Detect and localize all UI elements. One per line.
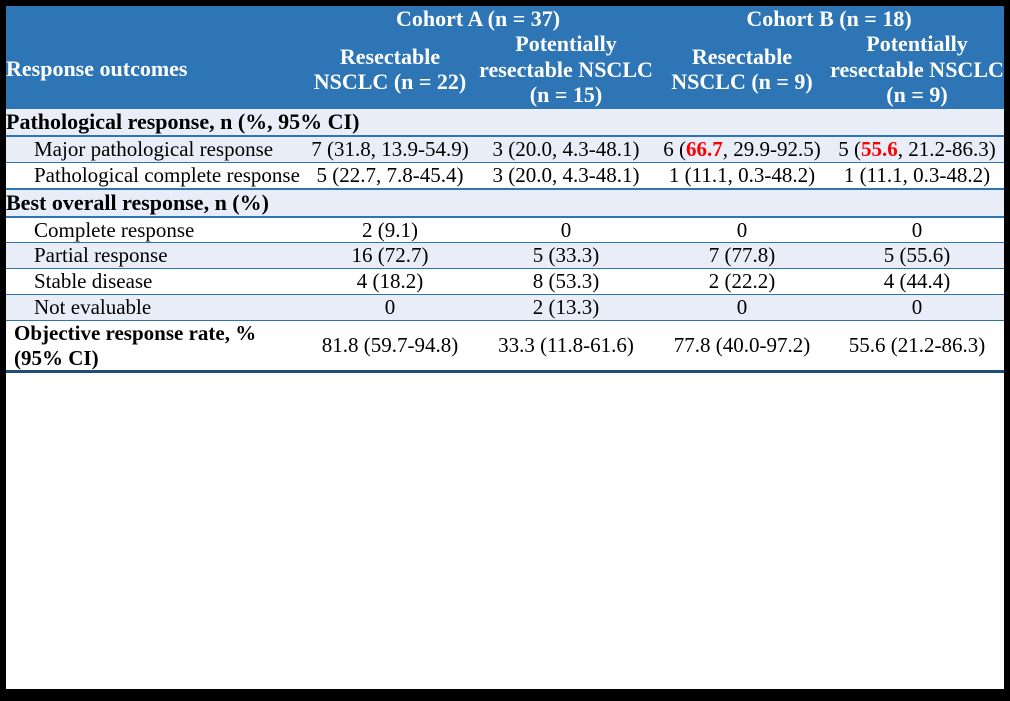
row-label: Partial response <box>6 243 302 269</box>
table-header <box>6 6 1004 108</box>
row-value: 4 (44.4) <box>830 269 1004 295</box>
row-value: 0 <box>478 217 654 243</box>
row-value: 8 (53.3) <box>478 269 654 295</box>
row-value: 0 <box>302 295 478 321</box>
row-value: 4 (18.2) <box>302 269 478 295</box>
header-col-a-potentially-resectable: Potentially resectable NSCLC (n = 15) <box>479 31 653 107</box>
row-value: 7 (31.8, 13.9-54.9) <box>302 136 478 162</box>
table-row <box>6 136 1004 162</box>
table-row <box>6 217 1004 243</box>
row-value: 2 (13.3) <box>478 295 654 321</box>
row-value: 1 (11.1, 0.3-48.2) <box>654 162 830 188</box>
section-header-row <box>6 189 1004 217</box>
row-value: 2 (9.1) <box>302 217 478 243</box>
header-col-b-potentially-resectable: Potentially resectable NSCLC (n = 9) <box>830 31 1004 107</box>
section-header-row <box>6 108 1004 136</box>
row-value: 0 <box>830 295 1004 321</box>
highlighted-value: 66.7 <box>686 137 723 162</box>
table-body <box>6 108 1004 372</box>
header-cohort-b: Cohort B (n = 18) <box>654 6 1004 31</box>
row-value: 1 (11.1, 0.3-48.2) <box>830 162 1004 188</box>
response-outcomes-table <box>6 6 1004 373</box>
row-label: Major pathological response <box>6 136 302 162</box>
row-value: 3 (20.0, 4.3-48.1) <box>478 162 654 188</box>
header-columns-row <box>6 31 1004 108</box>
table-row <box>6 320 1004 372</box>
row-label: Pathological complete response <box>6 162 302 188</box>
row-value: 5 (22.7, 7.8-45.4) <box>302 162 478 188</box>
row-value: 5 (33.3) <box>478 243 654 269</box>
row-value: 33.3 (11.8-61.6) <box>478 320 654 372</box>
header-cohort-a: Cohort A (n = 37) <box>302 6 654 31</box>
row-value: 0 <box>654 217 830 243</box>
row-value: 5 (55.6) <box>830 243 1004 269</box>
row-value: 55.6 (21.2-86.3) <box>830 320 1004 372</box>
row-label: Not evaluable <box>6 295 302 321</box>
row-value: 16 (72.7) <box>302 243 478 269</box>
header-col-a-resectable: Resectable NSCLC (n = 22) <box>302 31 478 108</box>
results-table-container <box>6 6 1004 689</box>
row-value: 6 (66.7, 29.9-92.5) <box>654 136 830 162</box>
header-cohort-row <box>6 6 1004 31</box>
highlighted-value: 55.6 <box>861 137 898 162</box>
table-row <box>6 295 1004 321</box>
row-label: Stable disease <box>6 269 302 295</box>
row-value: 81.8 (59.7-94.8) <box>302 320 478 372</box>
row-value: 0 <box>830 217 1004 243</box>
row-label: Complete response <box>6 217 302 243</box>
row-value: 2 (22.2) <box>654 269 830 295</box>
header-col-b-resectable: Resectable NSCLC (n = 9) <box>654 31 830 108</box>
table-row <box>6 269 1004 295</box>
section-title: Best overall response, n (%) <box>6 189 1004 217</box>
row-value: 3 (20.0, 4.3-48.1) <box>478 136 654 162</box>
row-value: 7 (77.8) <box>654 243 830 269</box>
row-label: Objective response rate, % (95% CI) <box>6 320 302 372</box>
row-value: 5 (55.6, 21.2-86.3) <box>830 136 1004 162</box>
row-value: 0 <box>654 295 830 321</box>
table-row <box>6 162 1004 188</box>
row-value: 77.8 (40.0-97.2) <box>654 320 830 372</box>
header-response-outcomes: Response outcomes <box>6 31 302 108</box>
table-row <box>6 243 1004 269</box>
header-spacer-cell <box>6 6 302 31</box>
section-title: Pathological response, n (%, 95% CI) <box>6 108 1004 136</box>
